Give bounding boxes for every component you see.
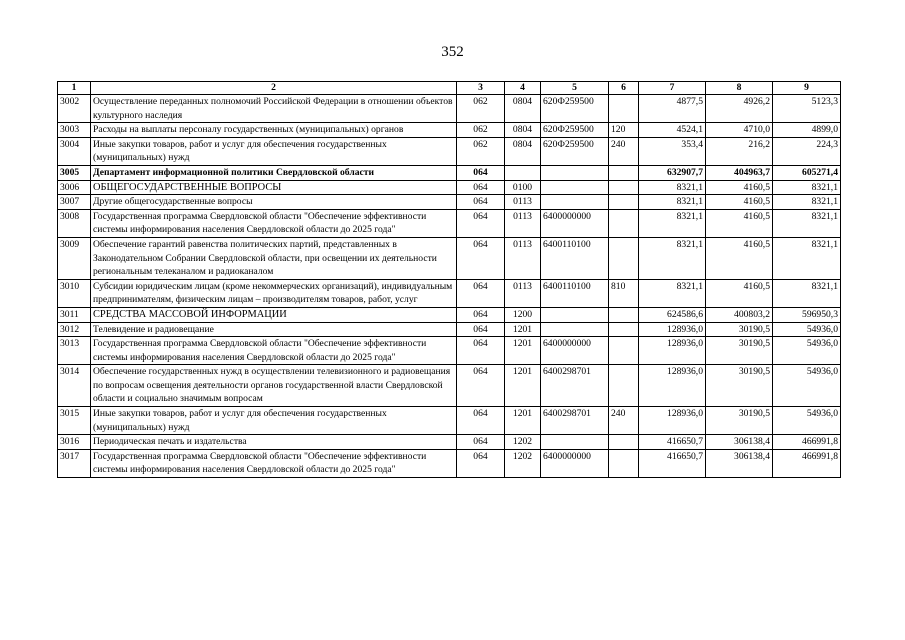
amount-cell: 416650,7: [639, 449, 706, 477]
amount-cell: 8321,1: [639, 195, 706, 210]
table-body: [58, 95, 841, 478]
item-name-cell: Обеспечение гарантий равенства политических партий, представленных в Законодательном Собрании Свердловской области, при освещении их деятельности региональным телеканалом и радиоканалом: [91, 237, 457, 279]
table-row: [58, 195, 841, 210]
amount-cell: 30190,5: [706, 365, 773, 407]
amount-cell: 128936,0: [639, 337, 706, 365]
department-code-cell: 064: [457, 279, 505, 307]
header-cell: 2: [91, 82, 457, 95]
amount-cell: 8321,1: [639, 237, 706, 279]
department-code-cell: 064: [457, 165, 505, 180]
expense-type-cell: [609, 365, 639, 407]
item-name-cell: Осуществление переданных полномочий Российской Федерации в отношении объектов культурного наследия: [91, 95, 457, 123]
header-cell: 4: [505, 82, 541, 95]
table-row: [58, 279, 841, 307]
amount-cell: 8321,1: [773, 237, 841, 279]
amount-cell: 4160,5: [706, 209, 773, 237]
target-article-cell: [541, 307, 609, 322]
target-article-cell: 6400110100: [541, 279, 609, 307]
department-code-cell: 062: [457, 137, 505, 165]
item-name-cell: Иные закупки товаров, работ и услуг для обеспечения государственных (муниципальных) нужд: [91, 407, 457, 435]
item-name-cell: Телевидение и радиовещание: [91, 322, 457, 337]
amount-cell: 128936,0: [639, 407, 706, 435]
item-name-cell: Периодическая печать и издательства: [91, 435, 457, 450]
row-number-cell: 3003: [58, 123, 91, 138]
department-code-cell: 064: [457, 337, 505, 365]
amount-cell: 8321,1: [773, 195, 841, 210]
expense-type-cell: [609, 95, 639, 123]
amount-cell: 224,3: [773, 137, 841, 165]
table-row: [58, 449, 841, 477]
row-number-cell: 3016: [58, 435, 91, 450]
amount-cell: 8321,1: [773, 209, 841, 237]
target-article-cell: 6400298701: [541, 365, 609, 407]
expense-type-cell: [609, 180, 639, 195]
item-name-cell: Обеспечение государственных нужд в осуществлении телевизионного и радиовещания по вопросам освещения деятельности органов государственной власти Свердловской области и социально значимым вопросам: [91, 365, 457, 407]
table-row: [58, 435, 841, 450]
amount-cell: 632907,7: [639, 165, 706, 180]
section-code-cell: 1202: [505, 449, 541, 477]
row-number-cell: 3013: [58, 337, 91, 365]
table-row: [58, 165, 841, 180]
amount-cell: 4899,0: [773, 123, 841, 138]
amount-cell: 4160,5: [706, 180, 773, 195]
expense-type-cell: [609, 449, 639, 477]
expense-type-cell: [609, 322, 639, 337]
amount-cell: 4160,5: [706, 279, 773, 307]
table-row: [58, 337, 841, 365]
section-code-cell: 0113: [505, 279, 541, 307]
table-row: [58, 123, 841, 138]
amount-cell: 8321,1: [773, 279, 841, 307]
department-code-cell: 064: [457, 365, 505, 407]
expense-type-cell: [609, 165, 639, 180]
amount-cell: 8321,1: [639, 279, 706, 307]
department-code-cell: 064: [457, 307, 505, 322]
row-number-cell: 3004: [58, 137, 91, 165]
item-name-cell: Иные закупки товаров, работ и услуг для обеспечения государственных (муниципальных) нужд: [91, 137, 457, 165]
section-code-cell: 0100: [505, 180, 541, 195]
amount-cell: 30190,5: [706, 322, 773, 337]
header-cell: 3: [457, 82, 505, 95]
item-name-cell: СРЕДСТВА МАССОВОЙ ИНФОРМАЦИИ: [91, 307, 457, 322]
amount-cell: 306138,4: [706, 449, 773, 477]
target-article-cell: 6400000000: [541, 337, 609, 365]
department-code-cell: 064: [457, 180, 505, 195]
amount-cell: 596950,3: [773, 307, 841, 322]
amount-cell: 4877,5: [639, 95, 706, 123]
amount-cell: 30190,5: [706, 407, 773, 435]
header-cell: 7: [639, 82, 706, 95]
target-article-cell: [541, 435, 609, 450]
header-cell: 9: [773, 82, 841, 95]
department-code-cell: 064: [457, 195, 505, 210]
expense-type-cell: [609, 337, 639, 365]
target-article-cell: 6400110100: [541, 237, 609, 279]
amount-cell: 54936,0: [773, 365, 841, 407]
amount-cell: 4160,5: [706, 195, 773, 210]
target-article-cell: [541, 180, 609, 195]
section-code-cell: 0804: [505, 137, 541, 165]
target-article-cell: [541, 165, 609, 180]
item-name-cell: ОБЩЕГОСУДАРСТВЕННЫЕ ВОПРОСЫ: [91, 180, 457, 195]
table-row: [58, 95, 841, 123]
row-number-cell: 3007: [58, 195, 91, 210]
amount-cell: 605271,4: [773, 165, 841, 180]
section-code-cell: 0113: [505, 237, 541, 279]
item-name-cell: Департамент информационной политики Свердловской области: [91, 165, 457, 180]
amount-cell: 404963,7: [706, 165, 773, 180]
amount-cell: 466991,8: [773, 449, 841, 477]
row-number-cell: 3009: [58, 237, 91, 279]
amount-cell: 400803,2: [706, 307, 773, 322]
row-number-cell: 3006: [58, 180, 91, 195]
department-code-cell: 064: [457, 237, 505, 279]
table-row: [58, 407, 841, 435]
row-number-cell: 3010: [58, 279, 91, 307]
amount-cell: 466991,8: [773, 435, 841, 450]
target-article-cell: 6400000000: [541, 209, 609, 237]
amount-cell: 5123,3: [773, 95, 841, 123]
expense-type-cell: [609, 307, 639, 322]
expense-type-cell: [609, 209, 639, 237]
table-row: [58, 322, 841, 337]
table-header-row: [58, 82, 841, 95]
target-article-cell: [541, 322, 609, 337]
item-name-cell: Другие общегосударственные вопросы: [91, 195, 457, 210]
section-code-cell: 0804: [505, 95, 541, 123]
amount-cell: 624586,6: [639, 307, 706, 322]
amount-cell: 54936,0: [773, 322, 841, 337]
department-code-cell: 064: [457, 435, 505, 450]
amount-cell: 8321,1: [639, 180, 706, 195]
row-number-cell: 3011: [58, 307, 91, 322]
expense-type-cell: [609, 237, 639, 279]
target-article-cell: 620Ф259500: [541, 137, 609, 165]
target-article-cell: 6400298701: [541, 407, 609, 435]
department-code-cell: 064: [457, 407, 505, 435]
table-row: [58, 137, 841, 165]
table-row: [58, 307, 841, 322]
table-row: [58, 365, 841, 407]
department-code-cell: 062: [457, 123, 505, 138]
item-name-cell: Государственная программа Свердловской области "Обеспечение эффективности системы информирования населения Свердловской области до 2025 года": [91, 337, 457, 365]
expense-type-cell: 810: [609, 279, 639, 307]
department-code-cell: 064: [457, 209, 505, 237]
section-code-cell: 1200: [505, 307, 541, 322]
amount-cell: 306138,4: [706, 435, 773, 450]
amount-cell: 128936,0: [639, 322, 706, 337]
item-name-cell: Субсидии юридическим лицам (кроме некоммерческих организаций), индивидуальным предпринимателям, физическим лицам – производителям товаров, работ, услуг: [91, 279, 457, 307]
row-number-cell: 3005: [58, 165, 91, 180]
amount-cell: 54936,0: [773, 337, 841, 365]
section-code-cell: 0113: [505, 209, 541, 237]
section-code-cell: 1201: [505, 322, 541, 337]
expense-type-cell: 240: [609, 137, 639, 165]
row-number-cell: 3017: [58, 449, 91, 477]
budget-table: [57, 81, 841, 478]
row-number-cell: 3008: [58, 209, 91, 237]
page-number: 352: [441, 44, 464, 60]
row-number-cell: 3015: [58, 407, 91, 435]
target-article-cell: [541, 195, 609, 210]
department-code-cell: 064: [457, 322, 505, 337]
table-row: [58, 209, 841, 237]
row-number-cell: 3012: [58, 322, 91, 337]
row-number-cell: 3014: [58, 365, 91, 407]
expense-type-cell: [609, 195, 639, 210]
amount-cell: 4926,2: [706, 95, 773, 123]
amount-cell: 416650,7: [639, 435, 706, 450]
amount-cell: 8321,1: [773, 180, 841, 195]
section-code-cell: 1201: [505, 407, 541, 435]
row-number-cell: 3002: [58, 95, 91, 123]
department-code-cell: 064: [457, 449, 505, 477]
department-code-cell: 062: [457, 95, 505, 123]
amount-cell: 216,2: [706, 137, 773, 165]
amount-cell: 128936,0: [639, 365, 706, 407]
section-code-cell: 0804: [505, 123, 541, 138]
amount-cell: 54936,0: [773, 407, 841, 435]
amount-cell: 8321,1: [639, 209, 706, 237]
table-row: [58, 180, 841, 195]
item-name-cell: Государственная программа Свердловской области "Обеспечение эффективности системы информирования населения Свердловской области до 2025 года": [91, 449, 457, 477]
item-name-cell: Расходы на выплаты персоналу государственных (муниципальных) органов: [91, 123, 457, 138]
target-article-cell: 620Ф259500: [541, 95, 609, 123]
amount-cell: 4710,0: [706, 123, 773, 138]
header-cell: 8: [706, 82, 773, 95]
section-code-cell: [505, 165, 541, 180]
section-code-cell: 1201: [505, 365, 541, 407]
amount-cell: 4160,5: [706, 237, 773, 279]
target-article-cell: 6400000000: [541, 449, 609, 477]
section-code-cell: 1201: [505, 337, 541, 365]
table-row: [58, 237, 841, 279]
item-name-cell: Государственная программа Свердловской области "Обеспечение эффективности системы информирования населения Свердловской области до 2025 года": [91, 209, 457, 237]
target-article-cell: 620Ф259500: [541, 123, 609, 138]
amount-cell: 353,4: [639, 137, 706, 165]
expense-type-cell: [609, 435, 639, 450]
amount-cell: 4524,1: [639, 123, 706, 138]
amount-cell: 30190,5: [706, 337, 773, 365]
section-code-cell: 0113: [505, 195, 541, 210]
expense-type-cell: 120: [609, 123, 639, 138]
header-cell: 6: [609, 82, 639, 95]
expense-type-cell: 240: [609, 407, 639, 435]
header-cell: 1: [58, 82, 91, 95]
header-cell: 5: [541, 82, 609, 95]
section-code-cell: 1202: [505, 435, 541, 450]
